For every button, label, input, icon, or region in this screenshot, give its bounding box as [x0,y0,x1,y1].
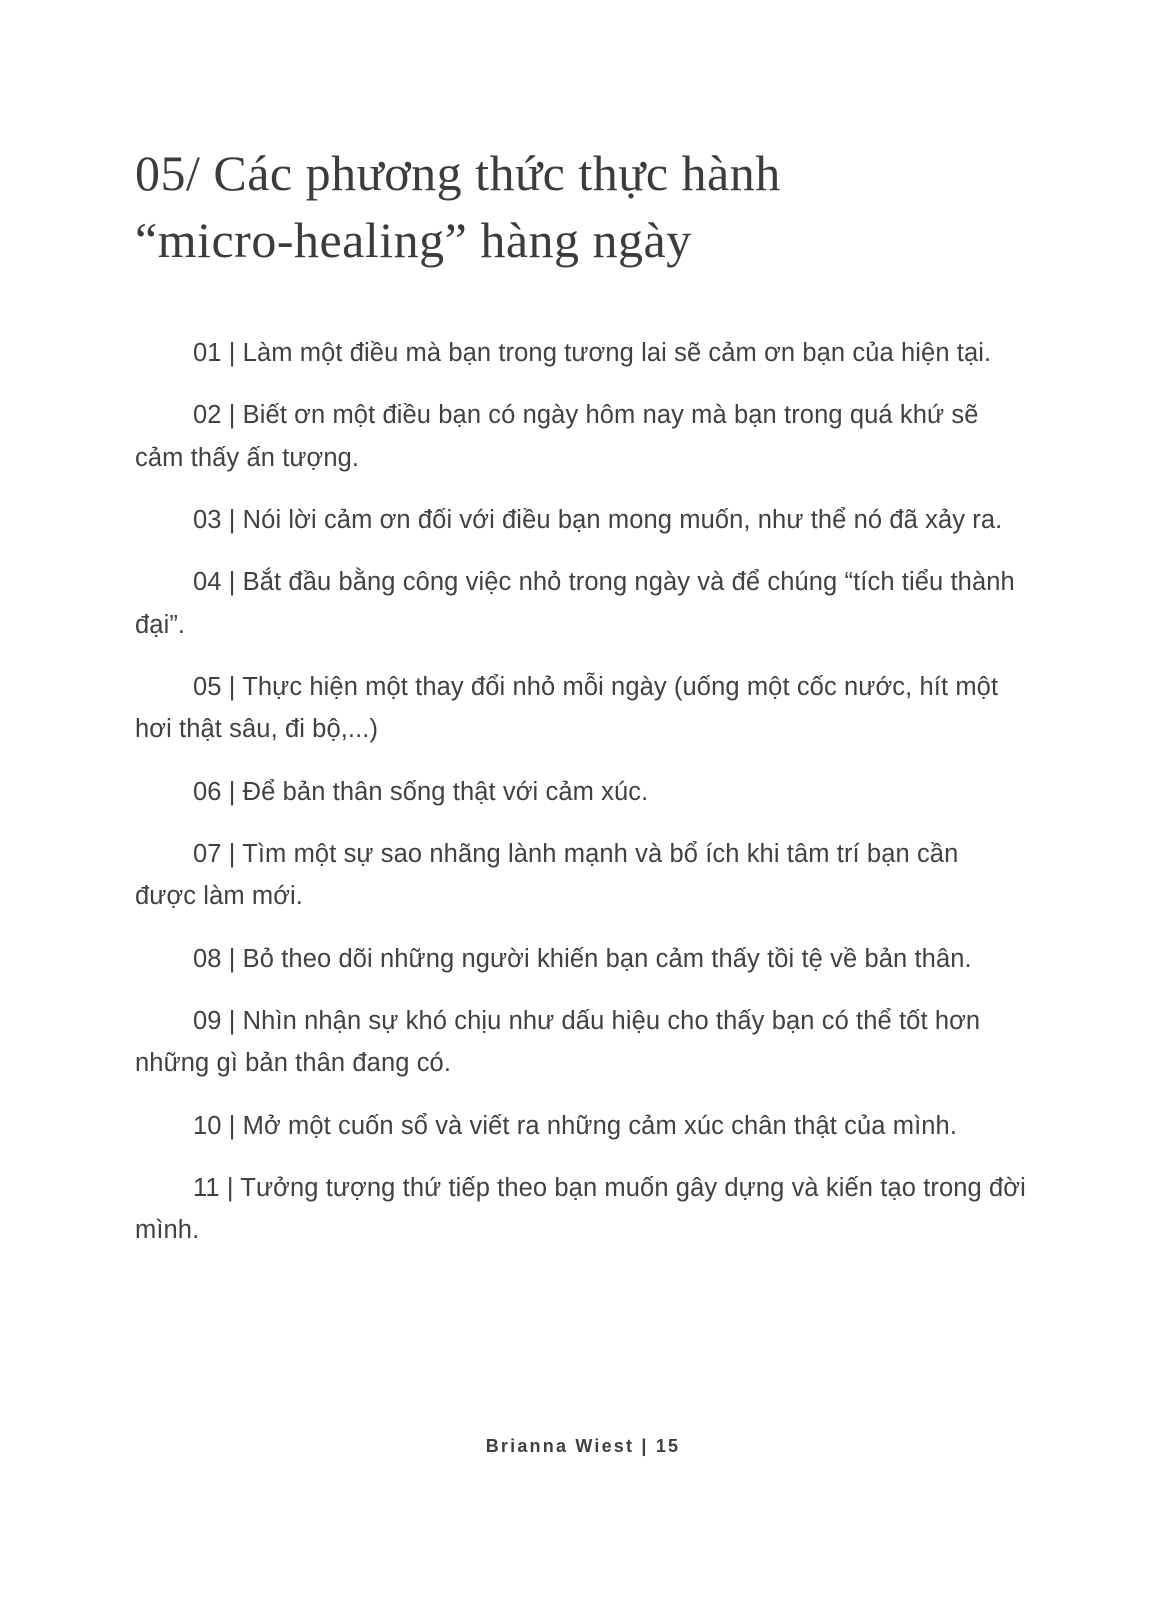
list-item: 05 | Thực hiện một thay đổi nhỏ mỗi ngày (uống một cốc nước, hít một hơi thật sâu, đi bộ,...) [135,672,999,744]
list-item: 07 | Tìm một sự sao nhãng lành mạnh và bổ ích khi tâm trí bạn cần được làm mới. [135,839,959,911]
page-title-line-2: “micro-healing” hàng ngày [135,212,692,268]
list-item: 02 | Biết ơn một điều bạn có ngày hôm nay mà bạn trong quá khứ sẽ cảm thấy ấn tượng. [135,401,979,472]
list-item: 10 | Mở một cuốn sổ và viết ra những cảm xúc chân thật của mình. [193,1111,958,1140]
list-item: 03 | Nói lời cảm ơn đối với điều bạn mong muốn, như thể nó đã xảy ra. [193,505,1003,534]
list-item: 11 | Tưởng tượng thứ tiếp theo bạn muốn gây dựng và kiến tạo trong đời mình. [135,1173,1026,1245]
list-item: 08 | Bỏ theo dõi những người khiến bạn cảm thấy tồi tệ về bản thân. [193,944,972,973]
list-item: 01 | Làm một điều mà bạn trong tương lai sẽ cảm ơn bạn của hiện tại. [193,339,992,367]
list-item: 09 | Nhìn nhận sự khó chịu như dấu hiệu cho thấy bạn có thể tốt hơn những gì bản thân đang có. [135,1006,981,1078]
page-title [135,140,1026,274]
list-item: 06 | Để bản thân sống thật với cảm xúc. [193,777,649,806]
page-title-line-1: 05/ Các phương thức thực hành [135,145,781,201]
practice-list [135,332,1026,1252]
page-footer: Brianna Wiest | 15 [485,1436,681,1456]
list-item: 04 | Bắt đầu bằng công việc nhỏ trong ngày và để chúng “tích tiểu thành đại”. [135,568,1015,639]
